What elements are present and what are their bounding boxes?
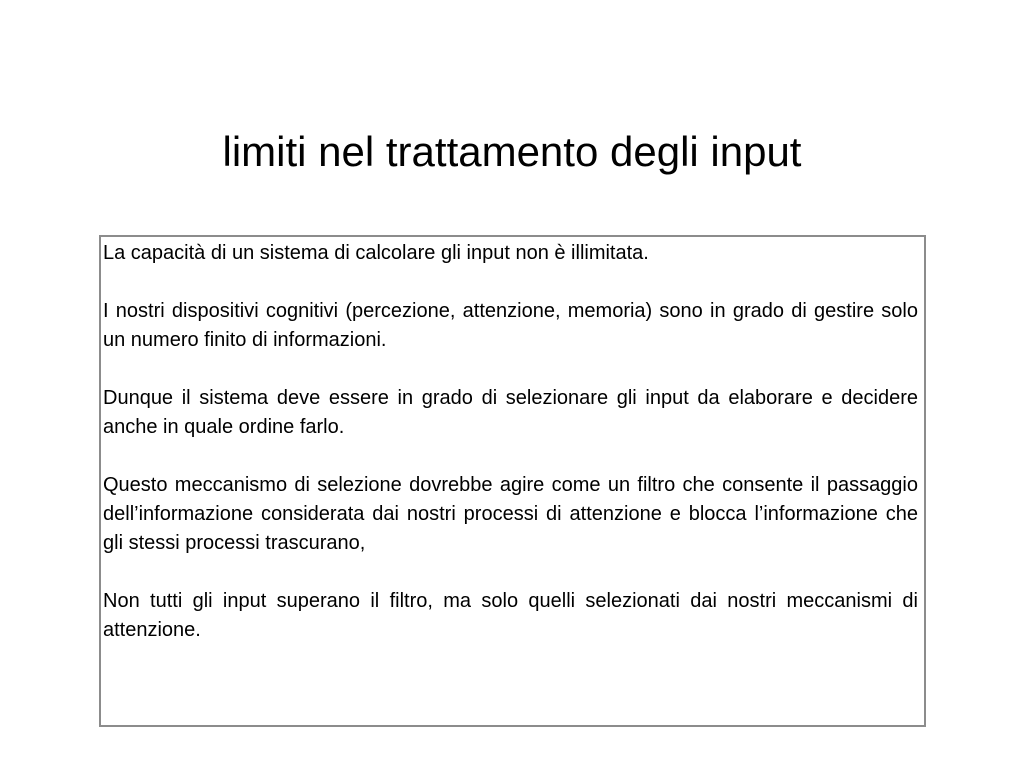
content-body	[103, 239, 918, 674]
paragraph-filter-mechanism: Questo meccanismo di selezione dovrebbe agire come un filtro che consente il passaggio dell’informazione considerata dai nostri processi di attenzione e blocca l’informazione che gli stessi processi trascurano,	[103, 474, 918, 554]
content-text-box	[99, 235, 926, 727]
paragraph-selection: Dunque il sistema deve essere in grado di selezionare gli input da elaborare e decidere anche in quale ordine farlo.	[103, 387, 918, 438]
slide-title: limiti nel trattamento degli input	[222, 128, 802, 175]
paragraph-filter-result: Non tutti gli input superano il filtro, ma solo quelli selezionati dai nostri meccanismi di attenzione.	[103, 590, 918, 641]
paragraph-cognitive-devices: I nostri dispositivi cognitivi (percezione, attenzione, memoria) sono in grado di gestire solo un numero finito di informazioni.	[103, 300, 918, 351]
paragraph-capacity: La capacità di un sistema di calcolare gli input non è illimitata.	[103, 242, 649, 264]
